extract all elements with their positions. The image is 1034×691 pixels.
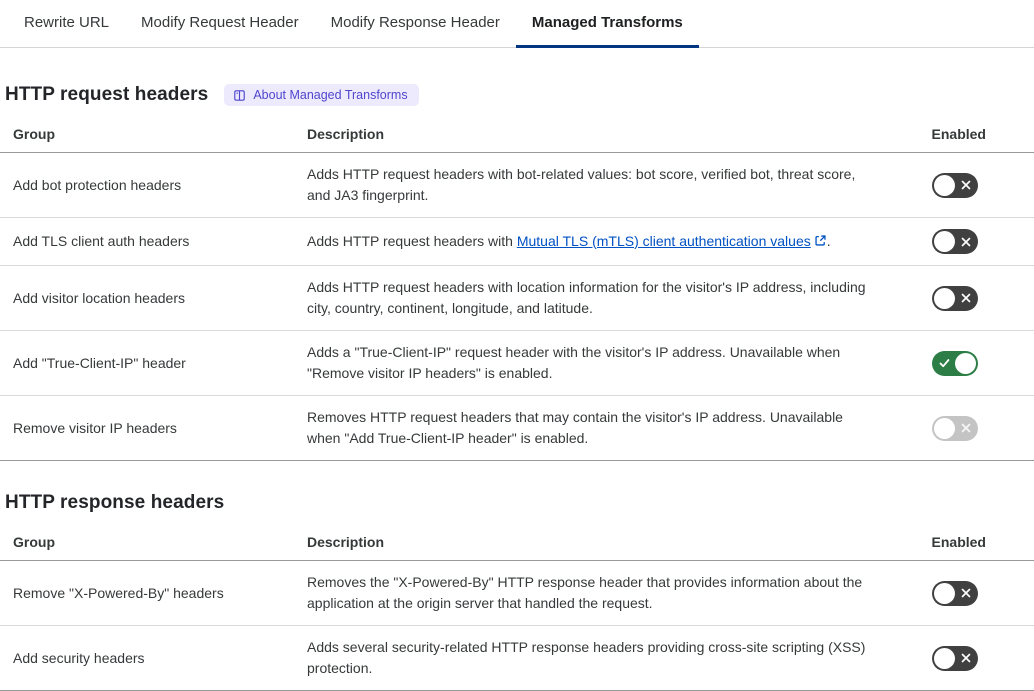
description-cell: Adds HTTP request headers with bot-related values: bot score, verified bot, threat score, and JA3 fingerprint. [307, 153, 932, 218]
toggle-add-true-client-ip[interactable] [932, 351, 978, 376]
x-icon [960, 652, 972, 664]
tab-modify-response-header[interactable]: Modify Response Header [330, 14, 500, 31]
description-cell: Adds several security-related HTTP response headers providing cross-site scripting (XSS) protection. [307, 626, 932, 691]
external-link-icon [814, 232, 827, 253]
request-headers-table [0, 118, 1034, 461]
response-headers-title: HTTP response headers [5, 492, 225, 513]
x-icon [960, 587, 972, 599]
group-cell: Add TLS client auth headers [0, 218, 307, 266]
response-headers-table [0, 526, 1034, 691]
toggle-knob [934, 418, 955, 439]
transform-rules-tabbar [0, 0, 1034, 48]
description-cell: Removes the "X-Powered-By" HTTP response header that provides information about the application at the origin server that handled the request. [307, 561, 932, 626]
toggle-remove-visitor-ip [932, 416, 978, 441]
x-icon [960, 422, 972, 434]
toggle-add-bot-protection[interactable] [932, 173, 978, 198]
x-icon [960, 179, 972, 191]
x-icon [960, 292, 972, 304]
description-cell: Adds a "True-Client-IP" request header with the visitor's IP address. Unavailable when "Remove visitor IP headers" is enabled. [307, 331, 932, 396]
column-header-group: Group [0, 118, 307, 153]
toggle-knob [934, 583, 955, 604]
table-row-add-tls-client-auth [0, 218, 1034, 266]
toggle-knob [934, 175, 955, 196]
mtls-docs-link[interactable]: Mutual TLS (mTLS) client authentication values [516, 232, 811, 249]
toggle-knob [934, 231, 955, 252]
toggle-add-security-headers[interactable] [932, 646, 978, 671]
table-row-remove-x-powered-by [0, 561, 1034, 626]
toggle-add-tls-client-auth[interactable] [932, 229, 978, 254]
group-cell: Remove visitor IP headers [0, 396, 307, 461]
tab-modify-request-header[interactable]: Modify Request Header [141, 14, 299, 31]
toggle-add-visitor-location[interactable] [932, 286, 978, 311]
request-headers-section-head [5, 84, 1034, 106]
toggle-knob [934, 288, 955, 309]
description-text: Adds HTTP request headers with [307, 232, 517, 249]
toggle-knob [934, 648, 955, 669]
table-header-row [0, 118, 1034, 153]
response-headers-section-head [5, 492, 1034, 514]
description-text: . [826, 232, 831, 249]
group-cell: Add security headers [0, 626, 307, 691]
badge-label: About Managed Transforms [253, 88, 408, 102]
group-cell: Remove "X-Powered-By" headers [0, 561, 307, 626]
group-cell: Add "True-Client-IP" header [0, 331, 307, 396]
column-header-description: Description [307, 118, 932, 153]
description-cell: Adds HTTP request headers with location information for the visitor's IP address, including city, country, continent, longitude, and latitude. [307, 266, 932, 331]
x-icon [960, 236, 972, 248]
about-managed-transforms-badge[interactable] [224, 84, 418, 106]
description-cell: Removes HTTP request headers that may contain the visitor's IP address. Unavailable when "Add True-Client-IP header" is enabled. [307, 396, 932, 461]
column-header-enabled: Enabled [932, 526, 1034, 561]
column-header-group: Group [0, 526, 307, 561]
table-row-add-true-client-ip [0, 331, 1034, 396]
toggle-remove-x-powered-by[interactable] [932, 581, 978, 606]
table-row-add-bot-protection [0, 153, 1034, 218]
table-row-add-visitor-location [0, 266, 1034, 331]
tab-managed-transforms[interactable]: Managed Transforms [516, 0, 699, 48]
toggle-knob [955, 353, 976, 374]
column-header-enabled: Enabled [932, 118, 1034, 153]
table-row-add-security-headers [0, 626, 1034, 691]
description-cell [307, 218, 932, 266]
book-icon [233, 89, 246, 102]
group-cell: Add bot protection headers [0, 153, 307, 218]
table-row-remove-visitor-ip [0, 396, 1034, 461]
request-headers-title: HTTP request headers [5, 84, 209, 105]
column-header-description: Description [307, 526, 932, 561]
group-cell: Add visitor location headers [0, 266, 307, 331]
table-header-row [0, 526, 1034, 561]
tab-rewrite-url[interactable]: Rewrite URL [24, 14, 110, 31]
check-icon [938, 357, 951, 370]
